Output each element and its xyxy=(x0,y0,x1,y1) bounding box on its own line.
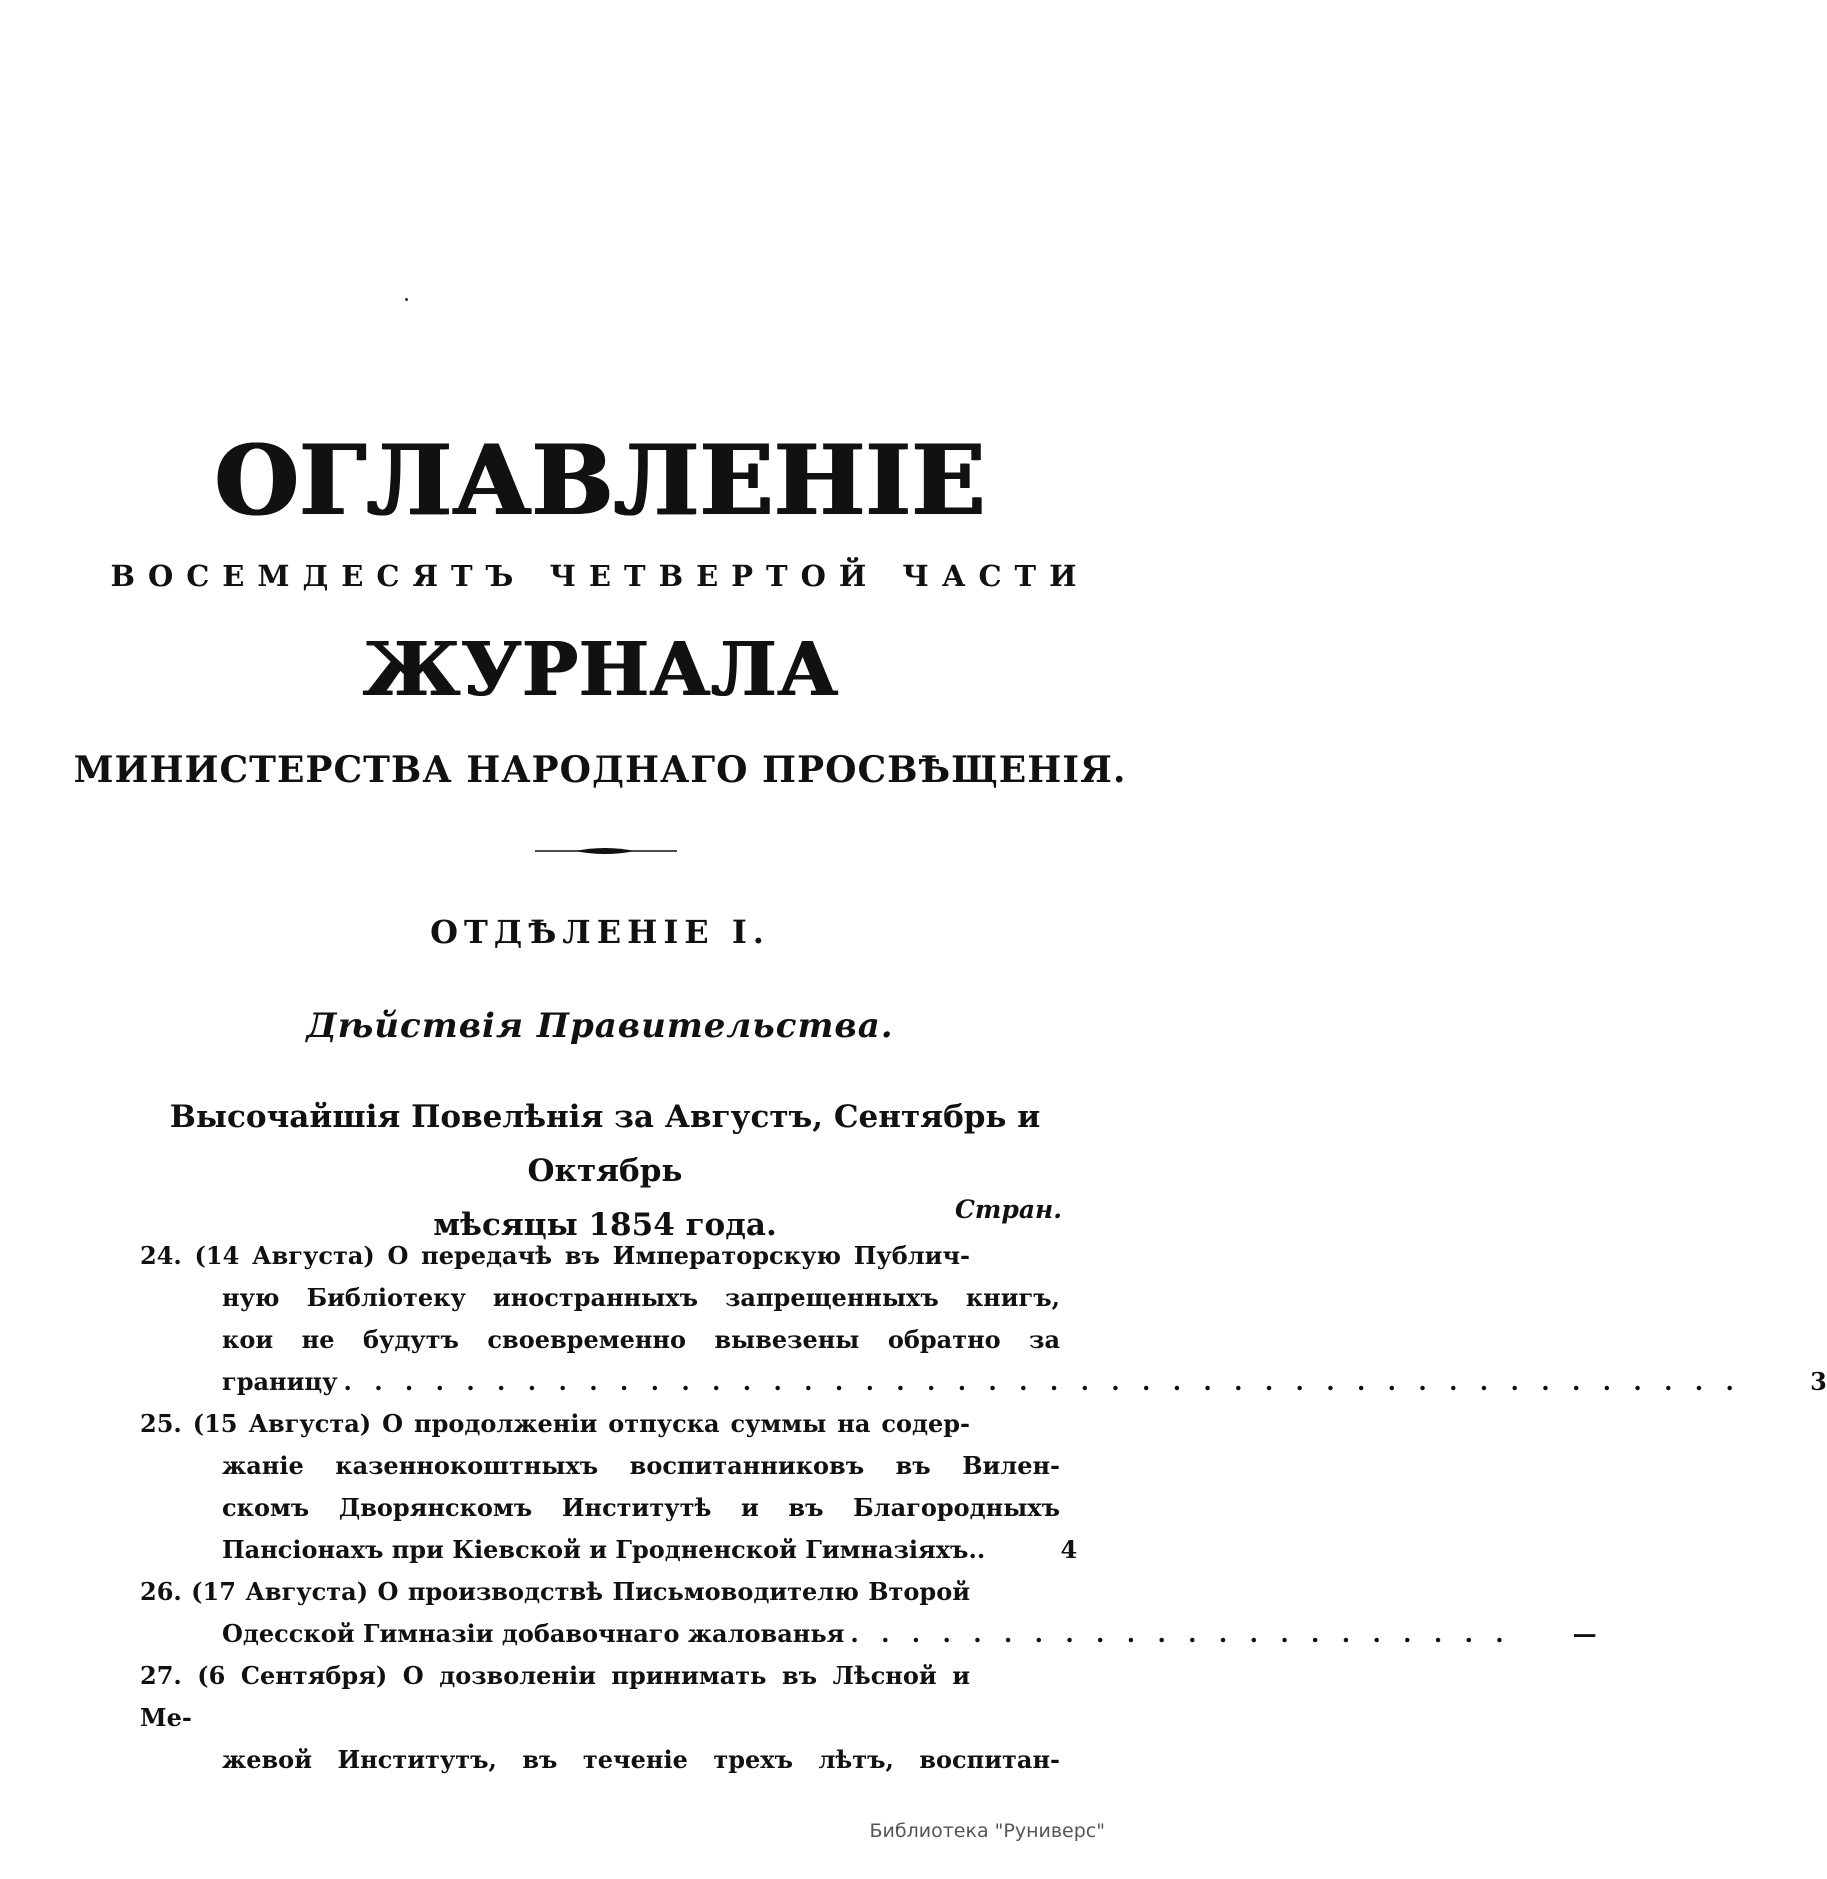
ministry-heading: МИНИСТЕРСТВА НАРОДНАГО ПРОСВѢЩЕНІЯ. xyxy=(73,749,1127,791)
journal-heading: ЖУРНАЛА xyxy=(362,627,838,713)
toc-entry xyxy=(140,1571,1597,1655)
ornament-divider xyxy=(535,845,677,857)
print-speck xyxy=(405,298,408,301)
entry-line: 27. (6 Сентября) О дозволеніи принимать въ Лѣсной и Ме- xyxy=(140,1661,970,1732)
entry-line: скомъ Дворянскомъ Институтѣ и въ Благородныхъ xyxy=(222,1493,1060,1522)
leader-dots: . . . . . . . . . . . . . . . . . . . . . . xyxy=(850,1619,1511,1648)
entry-line: границу xyxy=(222,1367,338,1396)
leader-dots: . . . . . . . . . . . . . . . . . . . . . . . . . . . . . . . . . . . . . . . . . . . . . . xyxy=(343,1367,1741,1396)
page-title: ОГЛАВЛЕНІЕ xyxy=(214,424,986,537)
entry-line: кои не будутъ своевременно вывезены обратно за xyxy=(222,1325,1060,1354)
library-watermark: Библиотека "Руниверс" xyxy=(869,1820,1105,1842)
entry-line: 25. (15 Августа) О продолженіи отпуска суммы на содер- xyxy=(140,1409,970,1438)
toc-entries xyxy=(140,1235,1827,1781)
entry-line: жевой Институтъ, въ теченіе трехъ лѣтъ, воспитан- xyxy=(222,1745,1060,1774)
entry-line: ную Библіотеку иностранныхъ запрещенныхъ книгъ, xyxy=(222,1283,1060,1312)
entry-line: 24. (14 Августа) О передачѣ въ Императорскую Публич- xyxy=(140,1241,970,1270)
toc-entry xyxy=(140,1655,1060,1781)
part-subtitle: ВОСЕМДЕСЯТЪ ЧЕТВЕРТОЙ ЧАСТИ xyxy=(110,559,1090,593)
decrees-line-1: Высочайшія Повелѣнія за Августъ, Сентябрь и Октябрь xyxy=(169,1099,1041,1189)
entry-page-number: 4 xyxy=(1060,1535,1078,1564)
section-label: ОТДѢЛЕНІЕ І. xyxy=(430,913,770,951)
toc-entry xyxy=(140,1403,1078,1571)
pages-column-label: Стран. xyxy=(955,1195,1062,1224)
entry-line: Одесской Гимназіи добавочнаго жалованья xyxy=(222,1619,845,1648)
entry-line: 26. (17 Августа) О производствѣ Письмоводителю Второй xyxy=(140,1577,970,1606)
section-subtitle: Дѣйствія Правительства. xyxy=(306,1006,894,1046)
entry-page-number: 3 xyxy=(1810,1367,1827,1396)
entry-line: Пансіонахъ при Кіевской и Гродненской Гимназіяхъ.. xyxy=(222,1535,986,1564)
decrees-heading xyxy=(140,1090,1070,1252)
decrees-line-2: мѣсяцы 1854 года. xyxy=(433,1207,777,1243)
toc-entry xyxy=(140,1235,1827,1403)
entry-page-number: — xyxy=(1572,1619,1597,1648)
entry-line: жаніе казеннокоштныхъ воспитанниковъ въ Вилен- xyxy=(222,1451,1060,1480)
